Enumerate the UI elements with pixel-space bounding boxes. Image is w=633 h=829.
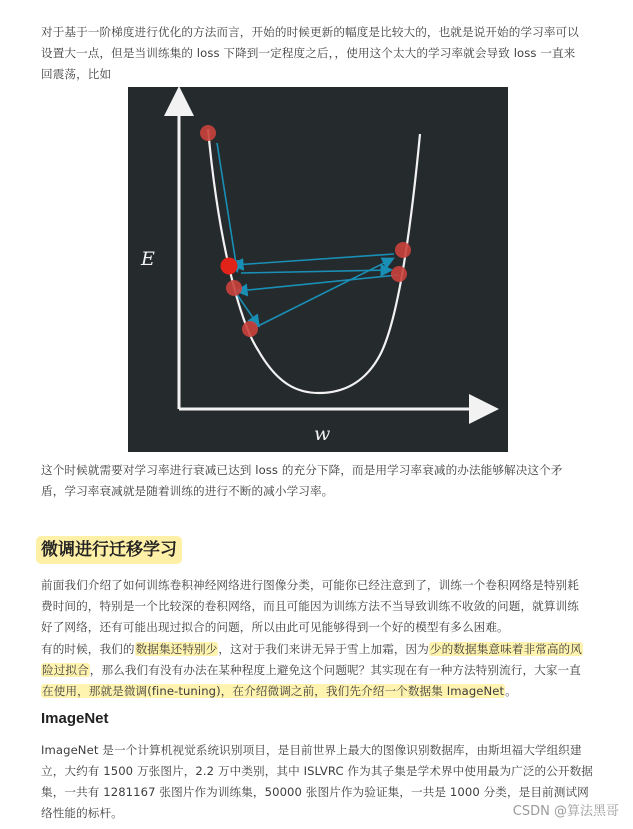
point-5 xyxy=(395,242,411,258)
highlight-overfit-risk-1: 少的数据集意味着非常高的风 xyxy=(429,642,582,656)
highlight-small-dataset: 数据集还特别少 xyxy=(135,642,218,656)
para1-line-1: 前面我们介绍了如何训练卷积神经网络进行图像分类，可能你已经注意到了，训练一个卷积网络是特别耗 xyxy=(41,578,579,592)
after-figure-line-1: 这个时候就需要对学习率进行衰减已达到 loss 的充分下降，而是用学习率衰减的办法能够解决这个矛 xyxy=(41,463,563,477)
point-1 xyxy=(200,125,216,141)
loss-curve-diagram xyxy=(128,87,508,452)
para3-line-2: 立，大约有 1500 万张图片，2.2 万中类别，其中 ISLVRC 作为其子集是学术界中使用最为广泛的公开数据 xyxy=(41,764,594,778)
para3-line-1: ImageNet 是一个计算机视觉系统识别项目，是目前世界上最大的图像识别数据库，由斯坦福大学组织建 xyxy=(41,743,582,757)
para2-text-f: ，那么我们有没有办法在某种程度上避免这个问题呢？其实现在有一种方法特别流行，大家一直 xyxy=(89,663,581,677)
point-2 xyxy=(221,258,238,275)
figure-background xyxy=(128,87,508,452)
para1-line-3: 好了网络，还有可能出现过拟合的问题，所以由此可见能够得到一个好的模型有多么困难。 xyxy=(41,620,509,634)
para2-line-2 xyxy=(41,660,595,681)
y-axis-label: E xyxy=(141,248,155,270)
para3-line-3: 集，一共有 1281167 张图片作为训练集，50000 张图片作为验证集，一共是 1000 分类，是目前测试网 xyxy=(41,785,589,799)
section-title: 微调进行迁移学习 xyxy=(36,536,182,564)
after-figure-paragraph xyxy=(41,460,595,502)
small-dataset-paragraph xyxy=(41,639,595,702)
intro-line-3: 回震荡，比如 xyxy=(41,67,112,81)
subsection-title: ImageNet xyxy=(41,710,109,727)
para3-line-4: 络性能的标杆。 xyxy=(41,806,123,820)
csdn-watermark: CSDN @算法黑哥 xyxy=(512,804,619,819)
para1-line-2: 费时间的，特别是一个比较深的卷积网络，而且可能因为训练方法不当导致训练不收敛的问题，就算训练 xyxy=(41,599,579,613)
intro-line-2: 设置大一点，但是当训练集的 loss 下降到一定程度之后，，使用这个太大的学习率就会导致 loss 一直来 xyxy=(41,46,576,60)
para2-text-a: 有的时候，我们的 xyxy=(41,642,135,656)
point-4 xyxy=(242,321,258,337)
highlight-finetuning: 在使用，那就是微调(fine-tuning)，在介绍微调之前，我们先介绍一个数据集 ImageNet xyxy=(42,684,505,698)
para2-line-3 xyxy=(41,681,595,702)
para2-text-c: ，这对于我们来讲无异于雪上加霜，因为 xyxy=(218,642,429,656)
intro-line-1: 对于基于一阶梯度进行优化的方法而言，开始的时候更新的幅度是比较大的，也就是说开始的学习率可以 xyxy=(41,25,579,39)
x-axis-label: w xyxy=(314,423,331,445)
para2-text-h: 。 xyxy=(505,684,517,698)
finetune-intro-paragraph xyxy=(41,575,595,638)
para2-line-1 xyxy=(41,639,595,660)
point-6 xyxy=(391,266,407,282)
point-3 xyxy=(226,280,242,296)
loss-oscillation-figure xyxy=(128,87,508,452)
intro-paragraph xyxy=(41,22,595,85)
after-figure-line-2: 盾，学习率衰减就是随着训练的进行不断的减小学习率。 xyxy=(41,484,334,498)
highlight-overfit-risk-2: 险过拟合 xyxy=(42,663,89,677)
